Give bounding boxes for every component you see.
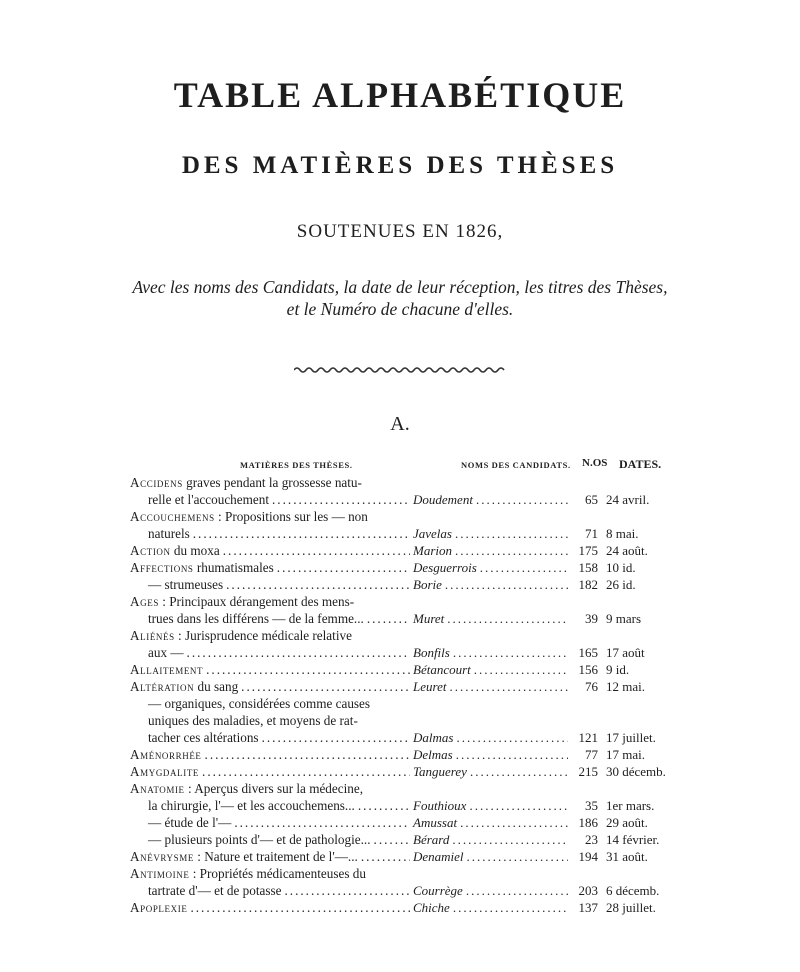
dot-leader <box>374 831 410 848</box>
dot-leader <box>190 899 410 916</box>
dot-leader <box>469 797 568 814</box>
dot-leader <box>361 848 410 865</box>
entry-keyword: Altération <box>130 679 195 694</box>
candidate-label: Marion <box>413 543 452 558</box>
reception-date: 17 juillet. <box>606 730 656 745</box>
index-entry <box>130 695 410 746</box>
reception-date: 14 février. <box>606 832 660 847</box>
entry-text: — organiques, considérées comme causes <box>148 696 371 711</box>
candidate-name <box>413 848 568 865</box>
candidate-name <box>413 542 568 559</box>
entry-text: tartrate d'— et de potasse <box>148 883 282 898</box>
dot-leader <box>206 661 410 678</box>
header-dates: DATES. <box>619 457 662 471</box>
reception-date: 30 décemb. <box>606 764 666 779</box>
entry-text: — strumeuses <box>148 577 224 592</box>
entry-text: relle et l'accouchement <box>148 492 269 507</box>
entry-keyword: Anatomie <box>130 781 185 796</box>
thesis-number: 77 <box>585 747 598 762</box>
dot-leader <box>455 525 568 542</box>
reception-date: 31 août. <box>606 849 648 864</box>
entry-text: : Nature et traitement de l'—... <box>197 849 358 864</box>
candidate-name <box>413 559 568 576</box>
thesis-number: 35 <box>585 798 598 813</box>
section-letter: A. <box>390 413 410 435</box>
header-number: N.OS <box>582 457 608 469</box>
dot-leader <box>474 661 568 678</box>
reception-date: 6 décemb. <box>606 883 660 898</box>
entry-text: : Aperçus divers sur la médecine, <box>187 781 364 796</box>
entry-keyword: Aménorrhée <box>130 747 202 762</box>
candidate-label: Amussat <box>413 815 458 830</box>
reception-date: 26 id. <box>606 577 636 592</box>
candidate-label: Courrège <box>413 883 463 898</box>
reception-date: 24 août. <box>606 543 648 558</box>
candidate-name <box>413 525 568 542</box>
index-entry <box>130 593 410 627</box>
entry-text: : Principaux dérangement des mens- <box>162 594 355 609</box>
entry-text: — plusieurs points d'— et de pathologie... <box>148 832 371 847</box>
dot-leader <box>223 542 410 559</box>
dot-leader <box>456 746 568 763</box>
dot-leader <box>453 899 568 916</box>
index-entry <box>130 848 410 865</box>
candidate-name <box>413 814 568 831</box>
candidate-name <box>413 882 568 899</box>
entry-keyword: Allaitement <box>130 662 204 677</box>
candidate-label: Muret <box>413 611 445 626</box>
candidate-label: Desguerrois <box>413 560 477 575</box>
candidate-label: Bonfils <box>413 645 450 660</box>
index-entry <box>130 576 410 593</box>
thesis-number: 186 <box>578 815 598 830</box>
index-entry <box>130 814 410 831</box>
candidate-label: Chiche <box>413 900 450 915</box>
dot-leader <box>187 644 410 661</box>
reception-date: 9 id. <box>606 662 630 677</box>
dot-leader <box>456 729 568 746</box>
entry-text: du sang <box>197 679 239 694</box>
reception-date: 29 août. <box>606 815 648 830</box>
description <box>90 276 710 320</box>
candidate-label: Bérard <box>413 832 450 847</box>
dot-leader <box>202 763 410 780</box>
dot-leader <box>193 525 410 542</box>
reception-date: 10 id. <box>606 560 636 575</box>
entry-text: uniques des maladies, et moyens de rat- <box>148 713 358 728</box>
entry-text: — étude de l'— <box>148 815 232 830</box>
dot-leader <box>358 797 410 814</box>
entry-text: naturels <box>148 526 190 541</box>
dot-leader <box>453 644 568 661</box>
candidate-name <box>413 797 568 814</box>
candidate-name <box>413 899 568 916</box>
thesis-number: 182 <box>578 577 598 592</box>
candidate-label: Fouthioux <box>413 798 467 813</box>
candidate-label: Leuret <box>413 679 447 694</box>
thesis-number: 65 <box>585 492 598 507</box>
thesis-number: 158 <box>578 560 598 575</box>
entry-keyword: Affections <box>130 560 194 575</box>
dot-leader <box>452 831 568 848</box>
entry-text: tacher ces altérations <box>148 730 259 745</box>
entry-keyword: Ages <box>130 594 159 609</box>
dot-leader <box>205 746 410 763</box>
thesis-number: 203 <box>578 883 598 898</box>
dot-leader <box>476 491 568 508</box>
candidate-label: Delmas <box>413 747 453 762</box>
candidate-name <box>413 746 568 763</box>
dot-leader <box>449 678 568 695</box>
entry-keyword: Action <box>130 543 171 558</box>
year-line: SOUTENUES EN 1826, <box>296 221 504 242</box>
reception-date: 12 mai. <box>606 679 645 694</box>
index-entry <box>130 865 410 899</box>
index-entry <box>130 627 410 661</box>
dot-leader <box>467 848 568 865</box>
index-entry <box>130 661 410 678</box>
dot-leader <box>447 610 568 627</box>
index-entry <box>130 542 410 559</box>
index-entry <box>130 474 410 508</box>
reception-date: 9 mars <box>606 611 642 626</box>
entry-text: trues dans les différens — de la femme... <box>148 611 364 626</box>
thesis-number: 194 <box>578 849 598 864</box>
candidate-label: Doudement <box>413 492 473 507</box>
thesis-number: 23 <box>585 832 598 847</box>
entry-keyword: Accidens <box>130 475 183 490</box>
index-entry <box>130 508 410 542</box>
page-subtitle: DES MATIÈRES DES THÈSES <box>181 152 619 179</box>
dot-leader <box>466 882 568 899</box>
dot-leader <box>284 882 410 899</box>
candidate-name <box>413 661 568 678</box>
index-entry <box>130 746 410 763</box>
description-line-2: et le Numéro de chacune d'elles. <box>286 299 514 319</box>
index-entry <box>130 678 410 695</box>
entry-keyword: Antimoine <box>130 866 190 881</box>
ornament-divider <box>294 366 508 374</box>
entry-text: aux — <box>148 645 184 660</box>
reception-date: 28 juillet. <box>606 900 656 915</box>
entry-text: rhumatismales <box>196 560 274 575</box>
dot-leader <box>480 559 568 576</box>
reception-date: 17 mai. <box>606 747 645 762</box>
dot-leader <box>277 559 410 576</box>
thesis-number: 76 <box>585 679 598 694</box>
reception-date: 17 août <box>606 645 645 660</box>
index-entry <box>130 899 410 916</box>
dot-leader <box>226 576 410 593</box>
dot-leader <box>455 542 568 559</box>
header-candidates: NOMS DES CANDIDATS. <box>461 460 571 470</box>
entry-keyword: Aliénés <box>130 628 175 643</box>
dot-leader <box>241 678 410 695</box>
reception-date: 24 avril. <box>606 492 650 507</box>
index-entry <box>130 763 410 780</box>
entry-text: la chirurgie, l'— et les accouchemens... <box>148 798 355 813</box>
candidate-name <box>413 576 568 593</box>
thesis-number: 156 <box>578 662 598 677</box>
candidate-name <box>413 644 568 661</box>
thesis-number: 121 <box>578 730 598 745</box>
candidate-name <box>413 763 568 780</box>
dot-leader <box>262 729 410 746</box>
entry-text: graves pendant la grossesse natu- <box>186 475 362 490</box>
candidate-label: Bétancourt <box>413 662 471 677</box>
candidate-name <box>413 729 568 746</box>
candidate-label: Javelas <box>413 526 452 541</box>
candidate-name <box>413 491 568 508</box>
candidate-label: Denamiel <box>413 849 464 864</box>
index-entry <box>130 559 410 576</box>
entry-keyword: Accouchemens <box>130 509 215 524</box>
reception-date: 8 mai. <box>606 526 639 541</box>
entry-text: : Propriétés médicamenteuses du <box>192 866 366 881</box>
thesis-number: 215 <box>578 764 598 779</box>
header-matters: MATIÈRES DES THÈSES. <box>240 460 353 470</box>
candidate-label: Tanguerey <box>413 764 467 779</box>
page-title: TABLE ALPHABÉTIQUE <box>173 75 627 115</box>
dot-leader <box>367 610 410 627</box>
reception-date: 1er mars. <box>606 798 655 813</box>
thesis-number: 137 <box>578 900 598 915</box>
candidate-name <box>413 610 568 627</box>
candidate-name <box>413 831 568 848</box>
candidate-name <box>413 678 568 695</box>
description-line-1: Avec les noms des Candidats, la date de leur réception, les titres des Thèses, <box>132 277 668 297</box>
entry-keyword: Anévrysme <box>130 849 194 864</box>
entry-text: : Propositions sur les — non <box>218 509 368 524</box>
dot-leader <box>470 763 568 780</box>
entry-text: du moxa <box>173 543 220 558</box>
index-entry <box>130 780 410 814</box>
dot-leader <box>234 814 410 831</box>
dot-leader <box>272 491 410 508</box>
entry-keyword: Apoplexie <box>130 900 188 915</box>
entry-keyword: Amygdalite <box>130 764 200 779</box>
thesis-number: 175 <box>578 543 598 558</box>
candidate-label: Dalmas <box>413 730 454 745</box>
index-entry <box>130 831 410 848</box>
thesis-number: 39 <box>585 611 598 626</box>
dot-leader <box>445 576 568 593</box>
entry-text: : Jurisprudence médicale relative <box>178 628 352 643</box>
candidate-label: Borie <box>413 577 442 592</box>
dot-leader <box>460 814 568 831</box>
thesis-number: 165 <box>578 645 598 660</box>
thesis-number: 71 <box>585 526 598 541</box>
